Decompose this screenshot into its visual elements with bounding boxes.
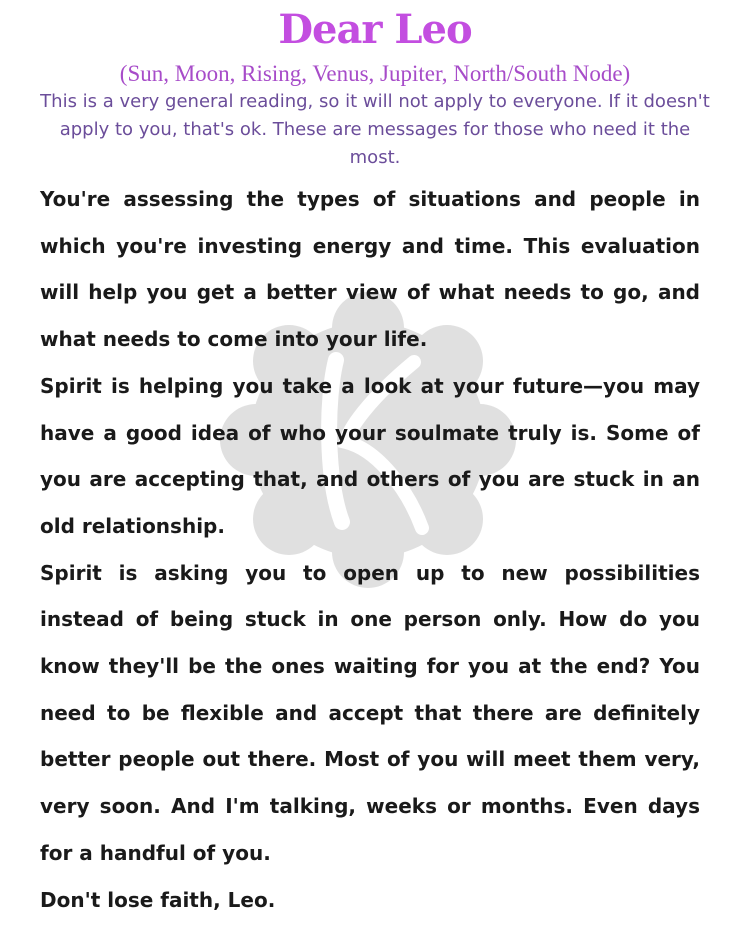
- reading-paragraph-3: Spirit is asking you to open up to new possibilities instead of being stuck in one person only. How do you know they'll be the ones waiting for you at the end? You need to be flexible and accept that there are definitely better people out there. Most of you will meet them very, very soon. And I'm talking, weeks or months. Even days for a handful of you.: [40, 560, 700, 865]
- page-title: Dear Leo: [278, 6, 472, 53]
- closing-line: Don't lose faith, Leo.: [40, 887, 276, 912]
- placements-subtitle: (Sun, Moon, Rising, Venus, Jupiter, North/South Node): [119, 61, 631, 86]
- reading-paragraph-1: You're assessing the types of situations and people in which you're investing energy and time. This evaluation will help you get a better view of what needs to go, and what needs to come into your life.: [40, 187, 700, 352]
- disclaimer-text: This is a very general reading, so it will not apply to everyone. If it doesn't apply to you, that's ok. These are messages for those who need it the most.: [40, 91, 710, 168]
- reading-paragraph-2: Spirit is helping you take a look at your future—you may have a good idea of who your soulmate truly is. Some of you are accepting that, and others of you are stuck in an old relationship.: [40, 373, 700, 538]
- reading-body: [40, 176, 700, 923]
